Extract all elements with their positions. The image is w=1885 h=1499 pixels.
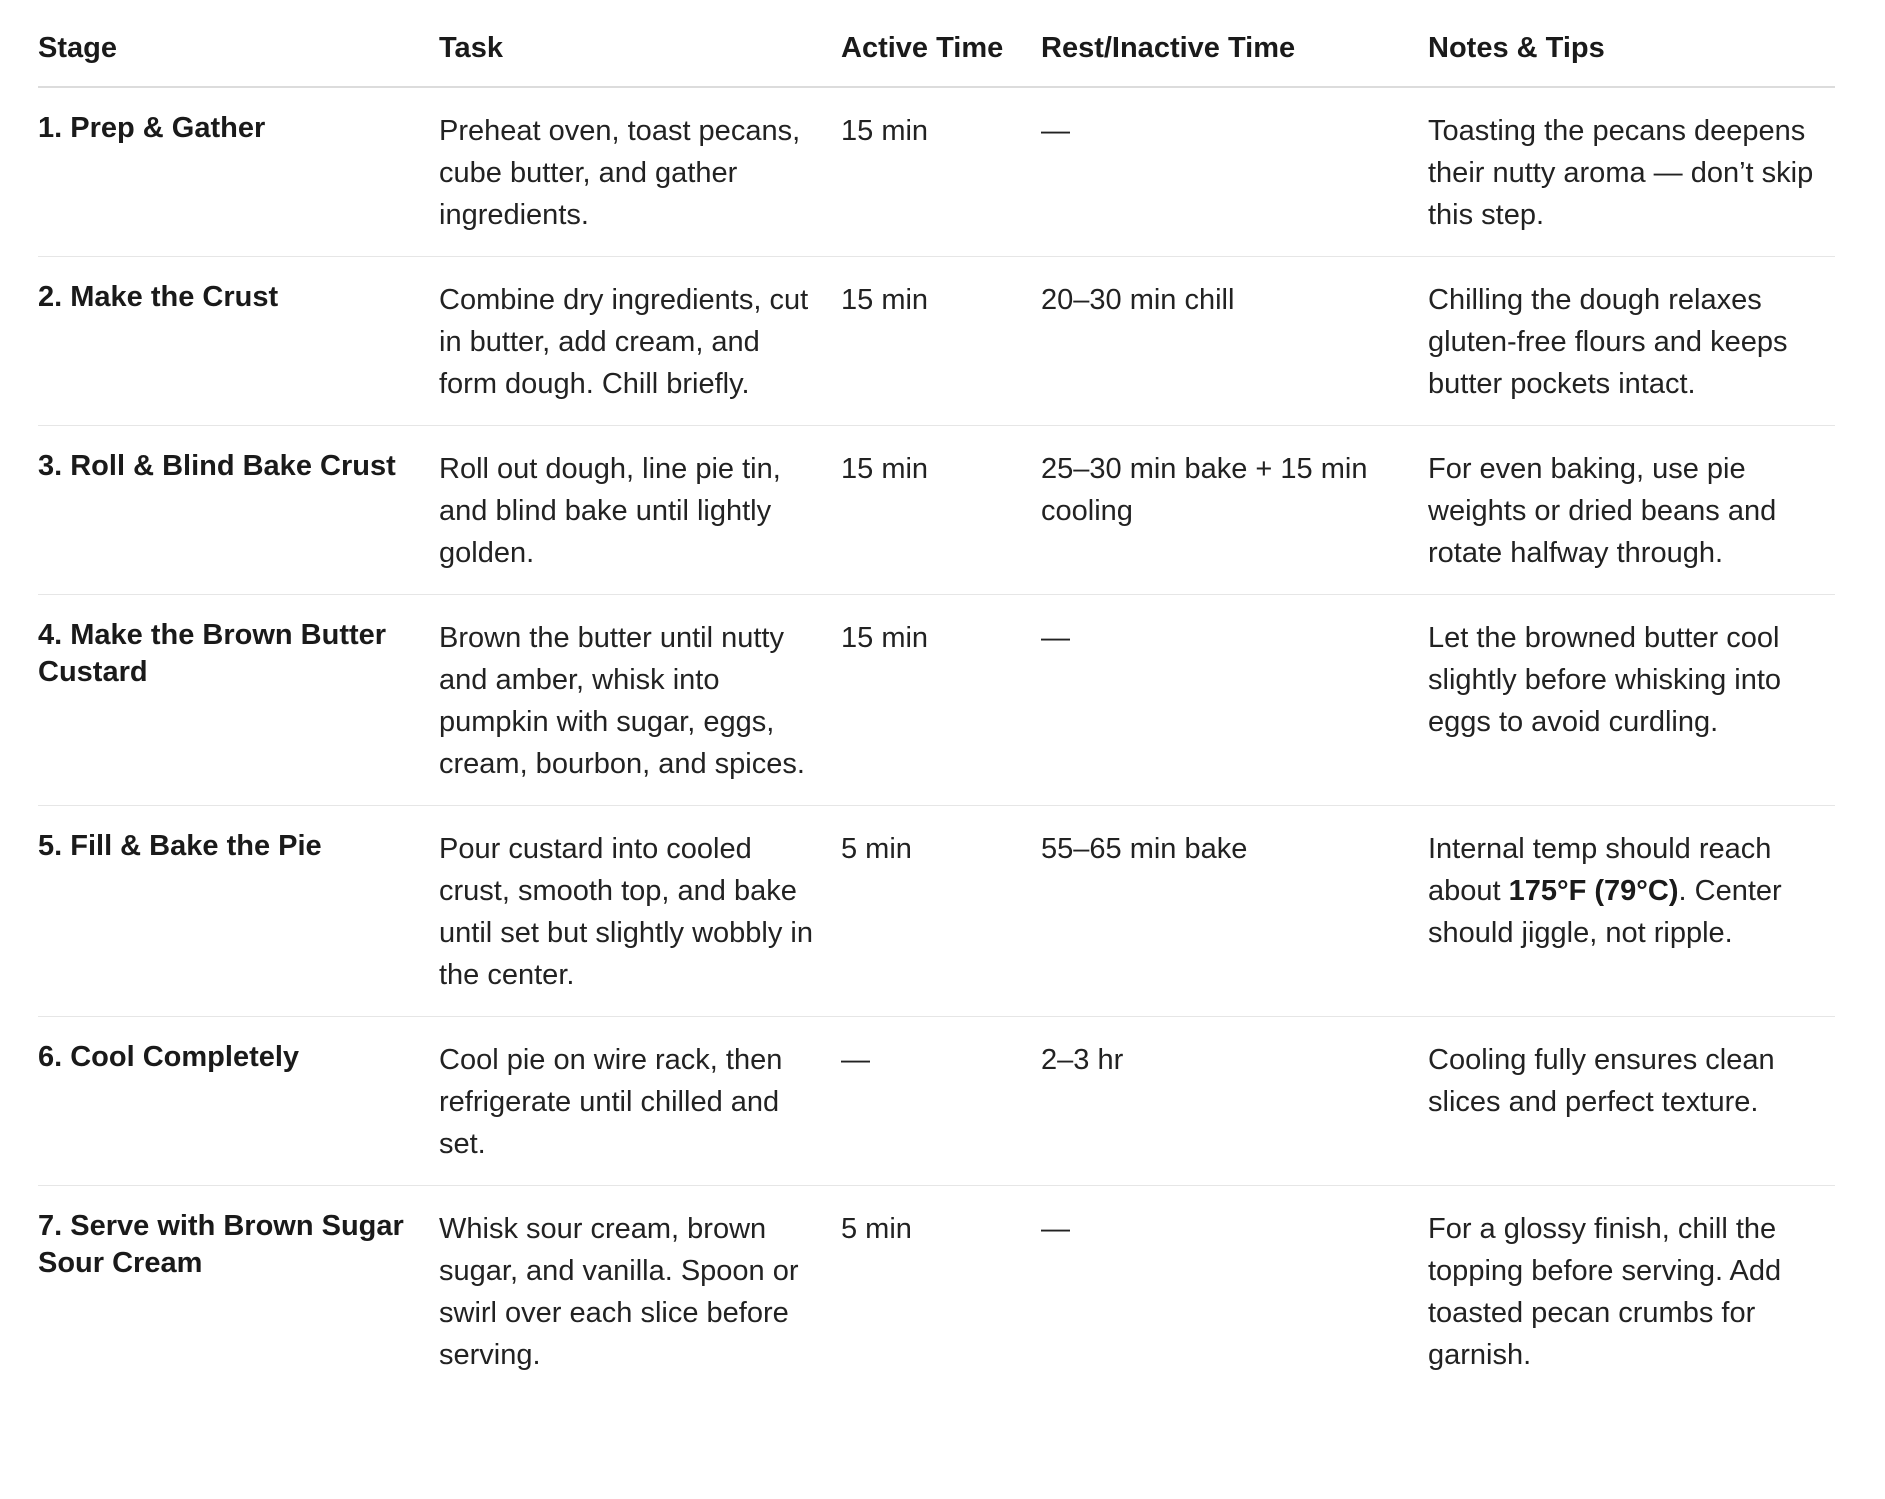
table-header-row — [38, 0, 1835, 87]
table-row — [38, 595, 1835, 806]
task-cell: Preheat oven, toast pecans, cube butter, and gather ingredients. — [439, 87, 841, 257]
notes-temperature-emphasis: 175°F (79°C) — [1508, 875, 1679, 907]
stage-cell: 4. Make the Brown Butter Custard — [38, 595, 439, 806]
task-cell: Pour custard into cooled crust, smooth top, and bake until set but slightly wobbly in the center. — [439, 806, 841, 1017]
recipe-timeline-table-container — [38, 0, 1835, 1396]
table-row — [38, 87, 1835, 257]
notes-text-pre: Internal temp should reach about — [1428, 833, 1772, 907]
notes-cell: For a glossy finish, chill the topping before serving. Add toasted pecan crumbs for garnish. — [1428, 1213, 1782, 1371]
notes-cell: Cooling fully ensures clean slices and perfect texture. — [1428, 1017, 1835, 1186]
table-row — [38, 806, 1835, 1017]
notes-cell: Toasting the pecans deepens their nutty aroma — don’t skip this step. — [1428, 87, 1835, 257]
table-header — [38, 0, 1835, 87]
stage-cell: 1. Prep & Gather — [38, 87, 439, 257]
task-cell: Brown the butter until nutty and amber, whisk into pumpkin with sugar, eggs, cream, bourbon, and spices. — [439, 595, 841, 806]
notes-cell: For even baking, use pie weights or dried beans and rotate halfway through. — [1428, 426, 1835, 595]
table-row — [38, 1017, 1835, 1186]
notes-cell: Chilling the dough relaxes gluten-free flours and keeps butter pockets intact. — [1428, 257, 1835, 426]
task-cell: Cool pie on wire rack, then refrigerate until chilled and set. — [439, 1017, 841, 1186]
recipe-timeline-table — [38, 0, 1835, 1396]
task-cell: Roll out dough, line pie tin, and blind bake until lightly golden. — [439, 426, 841, 595]
active-time-cell: 5 min — [841, 806, 1041, 1017]
notes-cell: Let the browned butter cool slightly before whisking into eggs to avoid curdling. — [1428, 595, 1835, 806]
header-rest-time: Rest/Inactive Time — [1041, 0, 1428, 87]
header-active-time: Active Time — [841, 0, 1041, 87]
active-time-cell: 15 min — [841, 595, 1041, 806]
active-time-cell: 15 min — [841, 257, 1041, 426]
stage-cell: 3. Roll & Blind Bake Crust — [38, 426, 439, 595]
header-notes: Notes & Tips — [1428, 0, 1835, 87]
table-row — [38, 1186, 1835, 1397]
table-row — [38, 426, 1835, 595]
rest-time-cell: 55–65 min bake — [1041, 806, 1428, 1017]
rest-time-cell: 2–3 hr — [1041, 1017, 1428, 1186]
rest-time-cell: — — [1041, 1213, 1070, 1245]
table-row — [38, 257, 1835, 426]
header-stage: Stage — [38, 0, 439, 87]
notes-cell — [1428, 806, 1835, 1017]
rest-time-cell: 20–30 min chill — [1041, 257, 1428, 426]
rest-time-cell: — — [1041, 87, 1428, 257]
active-time-cell: 15 min — [841, 87, 1041, 257]
active-time-cell: 15 min — [841, 426, 1041, 595]
notes-text-post: . Center should jiggle, not ripple. — [1428, 875, 1782, 949]
rest-time-cell: 25–30 min bake + 15 min cooling — [1041, 426, 1428, 595]
rest-time-cell: — — [1041, 595, 1428, 806]
active-time-cell: 5 min — [841, 1213, 912, 1245]
active-time-cell: — — [841, 1017, 1041, 1186]
header-task: Task — [439, 0, 841, 87]
table-body — [38, 87, 1835, 1396]
stage-cell: 7. Serve with Brown Sugar Sour Cream — [38, 1210, 404, 1279]
stage-cell: 2. Make the Crust — [38, 257, 439, 426]
task-cell: Combine dry ingredients, cut in butter, add cream, and form dough. Chill briefly. — [439, 257, 841, 426]
stage-cell: 6. Cool Completely — [38, 1017, 439, 1186]
stage-cell: 5. Fill & Bake the Pie — [38, 806, 439, 1017]
task-cell: Whisk sour cream, brown sugar, and vanilla. Spoon or swirl over each slice before serving. — [439, 1213, 799, 1371]
